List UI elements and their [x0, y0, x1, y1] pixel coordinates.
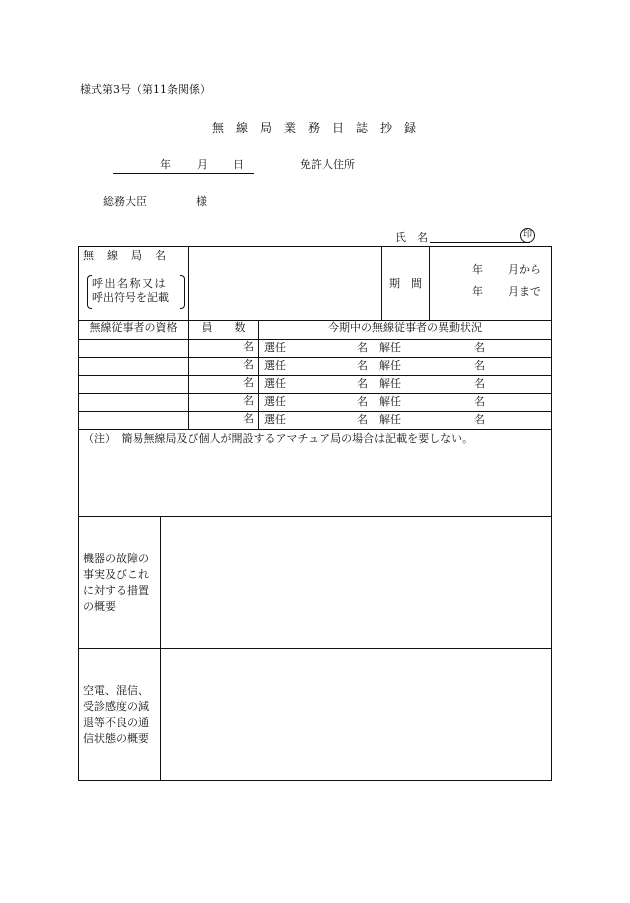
equipment-label-line: の概要 [83, 599, 116, 613]
comm-field[interactable] [161, 649, 552, 781]
appoint-unit: 名 [357, 395, 368, 408]
appoint-unit: 名 [357, 341, 368, 354]
equipment-label [79, 517, 161, 649]
appoint-label: 選任 [264, 413, 286, 426]
changes-cell[interactable] [259, 358, 552, 376]
date-year: 年 [160, 158, 171, 171]
appoint-unit: 名 [357, 413, 368, 426]
comm-label-line: 退等不良の通 [83, 715, 149, 729]
name-field[interactable] [430, 231, 530, 243]
dismiss-unit: 名 [474, 359, 485, 372]
dismiss-unit: 名 [474, 341, 485, 354]
form-number: 様式第3号（第11条関係） [80, 83, 211, 96]
addressee-honorific: 様 [196, 195, 207, 208]
period-to-year: 年 [472, 285, 483, 298]
equipment-label-line: に対する措置 [83, 583, 149, 597]
changes-cell[interactable] [259, 376, 552, 394]
period-to-month: 月まで [508, 285, 541, 298]
qualification-field[interactable] [79, 394, 189, 412]
appoint-unit: 名 [357, 359, 368, 372]
licensee-address-label: 免許人住所 [300, 158, 355, 171]
dismiss-unit: 名 [474, 395, 485, 408]
dismiss-unit: 名 [474, 377, 485, 390]
note-text: （注） 簡易無線局及び個人が開設するアマチュア局の場合は記載を要しない。 [83, 432, 474, 445]
addressee: 総務大臣 [103, 195, 147, 208]
equipment-field[interactable] [161, 517, 552, 649]
period-from-month: 月から [508, 263, 541, 276]
count-unit[interactable]: 名 [189, 394, 259, 412]
count-unit[interactable]: 名 [189, 376, 259, 394]
table-row [79, 394, 552, 412]
count-unit[interactable]: 名 [189, 340, 259, 358]
dismiss-label: 解任 [379, 359, 401, 372]
station-name-field[interactable] [189, 247, 382, 321]
name-label: 氏 名 [395, 231, 428, 244]
col-changes: 今期中の無線従事者の異動状況 [259, 321, 552, 340]
changes-cell[interactable] [259, 412, 552, 430]
table-row [79, 340, 552, 358]
changes-cell[interactable] [259, 394, 552, 412]
comm-label-line: 受診感度の減 [83, 699, 149, 713]
appoint-label: 選任 [264, 359, 286, 372]
dismiss-unit: 名 [474, 413, 485, 426]
qualification-field[interactable] [79, 340, 189, 358]
table-row [79, 358, 552, 376]
qualification-field[interactable] [79, 412, 189, 430]
comm-label-line: 空電、混信、 [83, 683, 149, 697]
station-label: 無 線 局 名 [83, 249, 167, 262]
changes-cell[interactable] [259, 340, 552, 358]
comm-label-line: 信状態の概要 [83, 731, 149, 745]
comm-label [79, 649, 161, 781]
table-row [79, 376, 552, 394]
count-unit[interactable]: 名 [189, 358, 259, 376]
appoint-unit: 名 [357, 377, 368, 390]
station-sub-bracket [87, 275, 185, 307]
dismiss-label: 解任 [379, 395, 401, 408]
date-line[interactable] [113, 160, 254, 174]
period-from-year: 年 [472, 263, 483, 276]
table-row [79, 412, 552, 430]
appoint-label: 選任 [264, 341, 286, 354]
date-month: 月 [197, 158, 208, 171]
qualification-field[interactable] [79, 376, 189, 394]
count-unit[interactable]: 名 [189, 412, 259, 430]
appoint-label: 選任 [264, 395, 286, 408]
station-sub-line1: 呼出名称又は [92, 277, 167, 290]
equipment-label-line: 事実及びこれ [83, 567, 149, 581]
station-sub-line2: 呼出符号を記載 [92, 291, 169, 304]
dismiss-label: 解任 [379, 377, 401, 390]
page-title: 無 線 局 業 務 日 誌 抄 録 [212, 121, 417, 135]
col-count: 員 数 [189, 321, 259, 340]
dismiss-label: 解任 [379, 341, 401, 354]
dismiss-label: 解任 [379, 413, 401, 426]
period-field[interactable] [430, 247, 552, 321]
seal-mark: 印 [520, 228, 535, 243]
period-label: 期 間 [382, 247, 430, 321]
qualification-field[interactable] [79, 358, 189, 376]
equipment-label-line: 機器の故障の [83, 551, 149, 565]
date-day: 日 [233, 158, 244, 171]
appoint-label: 選任 [264, 377, 286, 390]
station-label-cell [79, 247, 189, 321]
note-cell[interactable] [79, 430, 552, 517]
col-qualification: 無線従事者の資格 [79, 321, 189, 340]
form-table [78, 246, 552, 781]
